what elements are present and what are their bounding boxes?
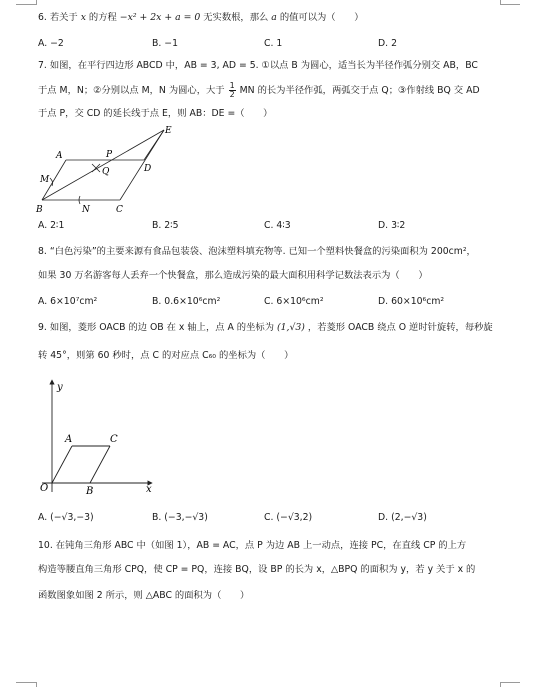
crop-mark-top-left-v (36, 0, 37, 5)
q6-option-d[interactable]: D. 2 (378, 38, 397, 49)
q6-stem (38, 12, 364, 24)
crop-mark-bottom-right-h (500, 682, 520, 683)
q6-option-b[interactable]: B. −1 (152, 38, 178, 49)
q7-label-n: N (82, 205, 90, 214)
q7-option-a[interactable]: A. 2∶1 (38, 220, 65, 231)
q6-option-a[interactable]: A. −2 (38, 38, 64, 49)
q9-option-b[interactable]: B. (−3,−√3) (152, 512, 208, 523)
q8-option-c[interactable]: C. 6×10⁶cm² (264, 296, 324, 307)
q8-option-d[interactable]: D. 60×10⁶cm² (378, 296, 445, 307)
q10-stem-line-3: 函数图象如图 2 所示，则 △ABC 的面积为（ ） (38, 590, 250, 601)
q7-label-d: D (144, 164, 152, 174)
q7-stem-line-2-a: 于点 M，N；②分别以点 M，N 为圆心，大于 (38, 85, 225, 96)
q8-option-b[interactable]: B. 0.6×10⁶cm² (152, 296, 221, 307)
q10-stem-line-2: 构造等腰直角三角形 CPQ，使 CP = PQ，连接 BQ，设 BP 的长为 x，△BPQ 的面积为 y，若 y 关于 x 的 (38, 564, 476, 575)
q9-label-b: B (86, 486, 94, 496)
crop-mark-top-left-h (16, 4, 36, 5)
q7-fraction-numerator: 1 (229, 81, 235, 90)
q9-option-a[interactable]: A. (−√3,−3) (38, 512, 94, 523)
q7-label-b: B (36, 205, 43, 214)
crop-mark-top-right-v (500, 0, 501, 5)
q7-stem-line-1: 7. 如图，在平行四边形 ABCD 中，AB = 3, AD = 5. ①以点 B 为圆心，适当长为半径作弧分别交 AB，BC (38, 60, 478, 71)
q6-stem-var-x: x (80, 12, 86, 23)
q6-stem-text-d: 的值可以为（ ） (279, 12, 364, 23)
q9-stem-line-2: 转 45°，则第 60 秒时，点 C 的对应点 C₆₀ 的坐标为（ ） (38, 350, 294, 361)
q6-equation: −x² + 2x + a = 0 (119, 12, 201, 23)
q7-option-c[interactable]: C. 4∶3 (264, 220, 291, 231)
q9-side-cb (90, 446, 110, 483)
q7-line-de (144, 130, 164, 160)
q6-option-c[interactable]: C. 1 (264, 38, 283, 49)
q7-fraction-denominator: 2 (229, 90, 235, 99)
crop-mark-bottom-right-v (500, 682, 501, 687)
q7-option-b[interactable]: B. 2∶5 (152, 220, 179, 231)
q10-stem-line-1: 10. 在钝角三角形 ABC 中（如图 1），AB = AC，点 P 为边 AB 上一动点，连接 PC，在直线 CP 的上方 (38, 540, 467, 551)
q9-coordinate-a: (1,√3) (276, 322, 305, 333)
q9-stem-line-1-b: ，若菱形 OACB 绕点 O 逆时针旋转，每秒旋 (307, 322, 493, 333)
q7-option-d[interactable]: D. 3∶2 (378, 220, 406, 231)
q9-stem-line-1 (38, 322, 493, 334)
q8-stem-line-2: 如果 30 万名游客每人丢弃一个快餐盒，那么造成污染的最大面积用科学记数法表示为（ ） (38, 270, 428, 281)
q9-label-a: A (65, 434, 73, 445)
q7-stem-line-3: 于点 P，交 CD 的延长线于点 E，则 AB：DE =（ ） (38, 108, 273, 119)
q9-stem-line-1-a: 9. 如图，菱形 OACB 的边 OB 在 x 轴上，点 A 的坐标为 (38, 322, 274, 333)
q7-label-q: Q (102, 167, 110, 177)
q7-label-e: E (165, 126, 172, 136)
crop-mark-bottom-left-v (36, 682, 37, 687)
crop-mark-top-right-h (500, 4, 520, 5)
q7-fraction-half (229, 82, 236, 99)
q6-stem-text-c: 无实数根，那么 (203, 12, 269, 23)
q9-option-c[interactable]: C. (−√3,2) (264, 512, 313, 523)
q7-stem-line-2-b: MN 的长为半径作弧，两弧交于点 Q；③作射线 BQ 交 AD (239, 85, 480, 96)
q9-rhombus-figure (34, 376, 164, 496)
q6-stem-var-a: a (271, 12, 277, 23)
q9-label-c: C (110, 434, 118, 445)
q9-option-d[interactable]: D. (2,−√3) (378, 512, 427, 523)
q7-label-m: M (40, 175, 50, 185)
q7-parallelogram-figure (34, 124, 174, 214)
q9-label-y: y (57, 382, 63, 393)
q8-stem-line-1: 8. “白色污染”的主要来源有食品包装袋、泡沫塑料填充物等. 已知一个塑料快餐盒的污染面积为 200cm²， (38, 246, 476, 257)
q8-option-a[interactable]: A. 6×10⁷cm² (38, 296, 98, 307)
q7-label-c: C (116, 205, 123, 214)
q9-side-oa (52, 446, 72, 483)
q7-label-p: P (106, 150, 113, 160)
q7-stem-line-2 (38, 82, 480, 99)
crop-mark-bottom-left-h (16, 682, 36, 683)
q6-stem-text-a: 6. 若关于 (38, 12, 78, 23)
q7-label-a: A (56, 151, 63, 161)
q6-stem-text-b: 的方程 (88, 12, 117, 23)
q9-label-x: x (146, 484, 152, 495)
q9-label-o: O (40, 483, 49, 494)
